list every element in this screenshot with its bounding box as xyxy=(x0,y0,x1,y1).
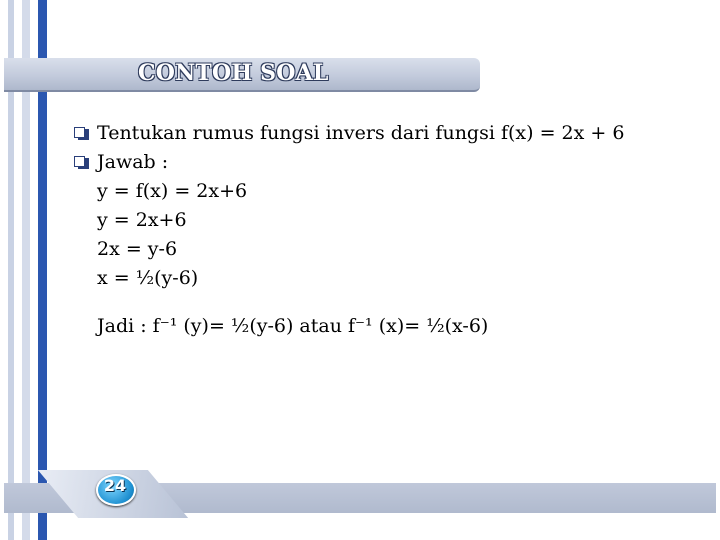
step-text: x = ½(y-6) xyxy=(97,267,199,289)
bullet-text: Jawab : xyxy=(97,151,169,173)
slide-title: CONTOH SOAL xyxy=(138,60,329,86)
conclusion-line xyxy=(74,312,714,341)
conclusion-text: Jadi : f⁻¹ (y)= ½(y-6) atau f⁻¹ (x)= ½(x-6) xyxy=(97,315,489,337)
answer-step xyxy=(74,235,714,264)
step-text: y = 2x+6 xyxy=(97,209,187,231)
page-number: 24 xyxy=(103,476,127,495)
bullet-item xyxy=(74,148,714,177)
answer-step xyxy=(74,177,714,206)
answer-step xyxy=(74,264,714,293)
step-text: 2x = y-6 xyxy=(97,238,178,260)
bullet-text: Tentukan rumus fungsi invers dari fungsi f(x) = 2x + 6 xyxy=(97,122,625,144)
step-text: y = f(x) = 2x+6 xyxy=(97,180,248,202)
square-bullet-icon xyxy=(74,127,88,140)
bullet-item xyxy=(74,119,714,148)
slide-content xyxy=(74,119,714,341)
square-bullet-icon xyxy=(74,156,88,169)
answer-step xyxy=(74,206,714,235)
